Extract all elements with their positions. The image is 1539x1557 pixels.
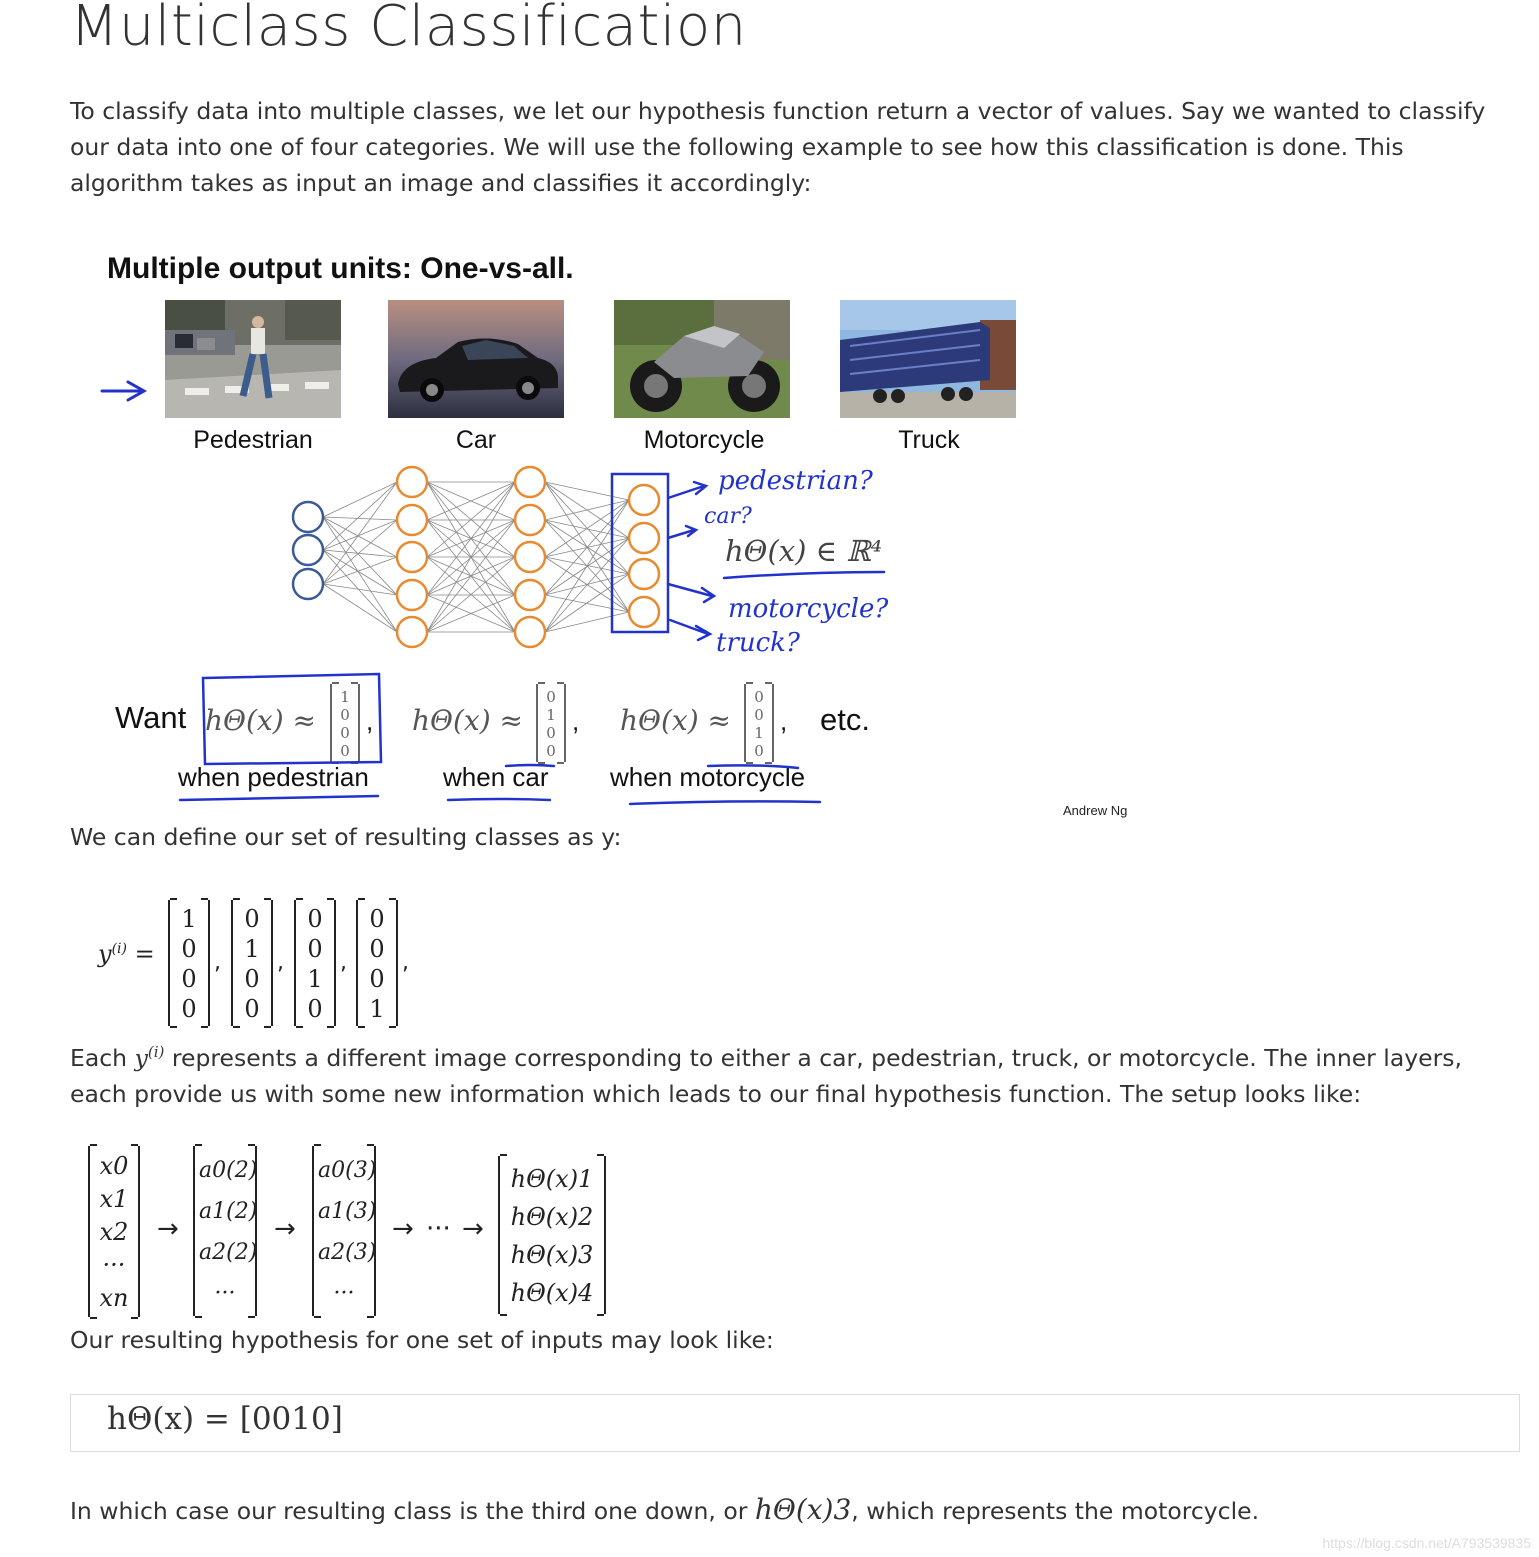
vector-entry: 0: [307, 995, 323, 1023]
vector-entry: 0: [181, 965, 197, 993]
nn-edge: [323, 550, 397, 595]
vector-entry: 0: [340, 742, 350, 760]
nn-hidden-unit: [397, 505, 427, 535]
arrow-icon: →: [392, 1214, 414, 1244]
slide-title: Multiple output units: One-vs-all.: [107, 252, 574, 285]
nn-edge: [545, 538, 629, 632]
vector-separator: ,: [366, 706, 374, 736]
each-paragraph: Each $y^{(i)}$ represents a different image corresponding to either a car, pedestrian, truck, or motorcycle. The inner layers, each provide us with some new information which leads to our final hypothesis function. The setup looks like:: [70, 1043, 1462, 1108]
vector-entry: 1: [307, 965, 323, 993]
column-vector: [356, 900, 400, 1028]
column-vector: [193, 1146, 259, 1318]
column-vector: [744, 684, 776, 764]
nn-edge: [323, 482, 397, 550]
nn-hidden-unit: [515, 580, 545, 610]
arrow-icon: →: [274, 1214, 296, 1244]
motorcycle-photo: [614, 300, 790, 418]
vector-entry: 0: [369, 965, 385, 993]
nn-hidden-unit: [515, 505, 545, 535]
nn-edge: [545, 574, 629, 632]
vector-entry: 1: [369, 995, 385, 1023]
slide-credit: Andrew Ng: [1063, 803, 1128, 818]
category-car: Car: [455, 426, 497, 454]
vector-entry: hΘ(x)4: [510, 1279, 594, 1307]
approx-expression: hΘ(x) ≈: [620, 704, 731, 737]
vector-entry: 0: [340, 706, 350, 724]
vector-entry: 0: [244, 965, 260, 993]
approx-expression: hΘ(x) ≈: [412, 704, 523, 737]
arrow-icon: →: [157, 1214, 179, 1244]
nn-output-unit: [629, 559, 659, 589]
vector-entry: 0: [369, 905, 385, 933]
vector-entry: 0: [307, 905, 323, 933]
vector-entry: 0: [369, 935, 385, 963]
column-vector: [312, 1146, 378, 1318]
nn-edge: [323, 520, 397, 550]
vector-entry: ···: [102, 1251, 126, 1279]
vector-entry: a1(2): [199, 1199, 258, 1224]
vector-entry: 1: [754, 724, 764, 742]
when-car: when car: [443, 762, 549, 792]
vector-entry: 0: [754, 742, 764, 760]
approx-expression: hΘ(x) ≈: [205, 704, 316, 737]
note-motorcycle: motorcycle?: [728, 594, 889, 624]
note-car: car?: [704, 504, 752, 529]
when-underlines: [170, 760, 850, 810]
nn-edge: [323, 482, 397, 584]
note-truck: truck?: [716, 628, 800, 658]
category-motorcycle: Motorcycle: [643, 426, 765, 454]
y-label: $y^{(i)}$ =: [98, 940, 155, 968]
nn-hidden-unit: [515, 467, 545, 497]
want-label: Want: [115, 700, 187, 735]
nn-edge: [323, 482, 397, 517]
nn-edge: [323, 517, 397, 520]
hypothesis-space: hΘ(x) ∈ ℝ⁴: [725, 534, 883, 568]
vector-entry: hΘ(x)2: [510, 1203, 594, 1231]
vector-entry: a0(2): [199, 1158, 258, 1183]
column-vector: [536, 684, 568, 764]
vector-separator: ,: [277, 950, 284, 975]
define-paragraph: We can define our set of resulting classes as y:: [70, 823, 622, 851]
result-box: [70, 1394, 1520, 1452]
nn-hidden-unit: [397, 617, 427, 647]
nn-input-unit: [293, 535, 323, 565]
vector-entry: 1: [181, 905, 197, 933]
etc-label: etc.: [820, 702, 870, 737]
category-truck: Truck: [898, 426, 960, 454]
vector-entry: 0: [307, 935, 323, 963]
vector-entry: xn: [99, 1284, 129, 1312]
vector-separator: ,: [572, 706, 580, 736]
input-arrow-icon: [98, 376, 150, 406]
column-vector: [294, 900, 338, 1028]
nn-output-unit: [629, 597, 659, 627]
column-vector: [231, 900, 275, 1028]
vector-entry: ···: [333, 1281, 355, 1306]
column-vector: [88, 1146, 142, 1319]
neural-network-diagram: [280, 460, 700, 660]
vector-entry: 0: [546, 688, 556, 706]
want-highlight-box: [195, 670, 387, 766]
column-vector: [498, 1156, 608, 1316]
nn-input-unit: [293, 569, 323, 599]
intro-paragraph: To classify data into multiple classes, we let our hypothesis function return a vector of values. Say we wanted to classify our data into one of four categories. We will use the following example to see how this classification is done. This algorithm takes as input an image and classifies it accordingly:: [70, 97, 1486, 197]
vector-entry: x0: [99, 1152, 129, 1180]
vector-entry: 0: [181, 935, 197, 963]
nn-hidden-unit: [397, 580, 427, 610]
nn-hidden-unit: [515, 617, 545, 647]
nn-edge: [545, 520, 629, 538]
vector-separator: ,: [402, 950, 409, 975]
vector-entry: 1: [340, 688, 350, 706]
nn-edge: [545, 500, 629, 595]
vector-entry: a2(2): [199, 1240, 258, 1265]
nn-edge: [545, 612, 629, 632]
nn-input-unit: [293, 502, 323, 532]
vector-separator: ,: [780, 706, 788, 736]
when-pedestrian: when pedestrian: [178, 762, 369, 792]
vector-entry: a2(3): [318, 1240, 377, 1265]
vector-entry: a1(3): [318, 1199, 377, 1224]
truck-photo: [840, 300, 1016, 418]
column-vector: [168, 900, 212, 1028]
vector-entry: x1: [99, 1185, 129, 1213]
vector-entry: hΘ(x)3: [510, 1241, 594, 1269]
nn-hidden-unit: [397, 542, 427, 572]
vector-entry: 0: [754, 706, 764, 724]
vector-entry: 1: [546, 706, 556, 724]
vector-separator: ,: [340, 950, 347, 975]
vector-entry: a0(3): [318, 1158, 377, 1183]
car-photo: [388, 300, 564, 418]
result-expression: hΘ(x) = [0010]: [107, 1401, 343, 1437]
vector-entry: hΘ(x)1: [510, 1165, 594, 1193]
nn-edge: [323, 584, 397, 595]
vector-entry: 0: [546, 724, 556, 742]
vector-separator: ,: [214, 950, 221, 975]
vector-entry: x2: [99, 1218, 129, 1246]
vector-entry: 0: [546, 742, 556, 760]
vector-entry: ···: [214, 1281, 236, 1306]
watermark: https://blog.csdn.net/A793539835: [1322, 1535, 1531, 1551]
nn-hidden-unit: [515, 542, 545, 572]
nn-edge: [545, 500, 629, 520]
vector-entry: 0: [754, 688, 764, 706]
vector-entry: 0: [244, 905, 260, 933]
final-paragraph: In which case our resulting class is the third one down, or hΘ(x)3, which represents the motorcycle.: [70, 1493, 1260, 1526]
vector-entry: 0: [244, 995, 260, 1023]
arrow-icon: →: [462, 1214, 484, 1244]
pedestrian-photo: [165, 300, 341, 418]
vector-entry: 0: [181, 995, 197, 1023]
nn-edge: [323, 557, 397, 584]
ellipsis: ···: [426, 1214, 451, 1244]
note-pedestrian: pedestrian?: [718, 466, 873, 496]
when-motorcycle: when motorcycle: [610, 762, 806, 792]
result-paragraph: Our resulting hypothesis for one set of inputs may look like:: [70, 1326, 774, 1354]
nn-output-unit: [629, 523, 659, 553]
vector-entry: 0: [340, 724, 350, 742]
nn-edge: [545, 482, 629, 500]
nn-hidden-unit: [397, 467, 427, 497]
page-title: Multiclass Classification: [70, 0, 747, 59]
vector-entry: 1: [244, 935, 260, 963]
category-pedestrian: Pedestrian: [193, 426, 313, 454]
nn-output-unit: [629, 485, 659, 515]
